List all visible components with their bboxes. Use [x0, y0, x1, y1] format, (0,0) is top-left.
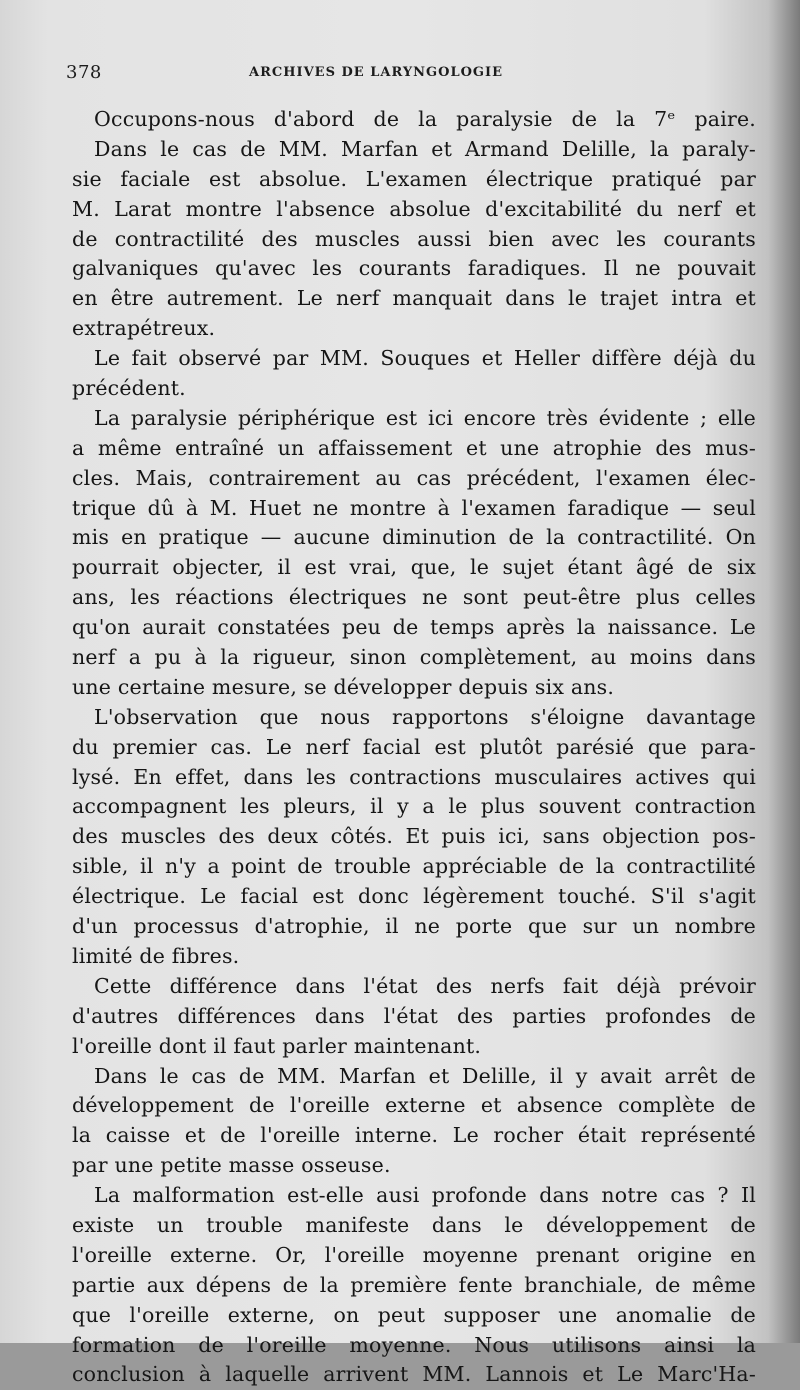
text-line: accompagnent les pleurs, il y a le plus souvent contraction — [72, 794, 756, 819]
text-line: que l'oreille externe, on peut supposer une anomalie de — [72, 1302, 756, 1327]
page-header — [66, 62, 746, 86]
text-line: trique dû à M. Huet ne montre à l'examen faradique — seul — [72, 495, 756, 520]
running-head: ARCHIVES DE LARYNGOLOGIE — [249, 65, 503, 80]
text-line: sie faciale est absolue. L'examen électrique pratiqué par — [72, 166, 756, 191]
text-line: cles. Mais, contrairement au cas précédent, l'examen élec- — [72, 465, 756, 490]
text-line: L'observation que nous rapportons s'éloigne davantage — [94, 704, 756, 729]
text-line: d'un processus d'atrophie, il ne porte que sur un nombre — [72, 914, 756, 939]
text-line: ans, les réactions électriques ne sont peut-être plus celles — [72, 585, 756, 610]
text-line: précédent. — [72, 376, 186, 401]
text-line: sible, il n'y a point de trouble appréciable de la contractilité — [72, 854, 756, 879]
text-line: du premier cas. Le nerf facial est plutôt parésié que para- — [72, 734, 756, 759]
text-line: Dans le cas de MM. Marfan et Delille, il y avait arrêt de — [94, 1063, 756, 1088]
text-line: pourrait objecter, il est vrai, que, le sujet étant âgé de six — [72, 555, 756, 580]
text-line: existe un trouble manifeste dans le développement de — [72, 1212, 756, 1237]
text-line: l'oreille externe. Or, l'oreille moyenne prenant origine en — [72, 1242, 756, 1267]
text-line: galvaniques qu'avec les courants faradiques. Il ne pouvait — [72, 256, 756, 281]
text-line: Dans le cas de MM. Marfan et Armand Delille, la paraly- — [94, 136, 756, 161]
text-line: de contractilité des muscles aussi bien avec les courants — [72, 226, 756, 251]
text-line: extrapétreux. — [72, 316, 216, 341]
text-line: mis en pratique — aucune diminution de la contractilité. On — [72, 525, 756, 550]
text-line: nerf a pu à la rigueur, sinon complètement, au moins dans — [72, 645, 756, 670]
text-line: en être autrement. Le nerf manquait dans le trajet intra et — [72, 286, 756, 311]
body-text — [72, 105, 756, 1390]
text-line: d'autres différences dans l'état des parties profondes de — [72, 1003, 756, 1028]
text-line: partie aux dépens de la première fente branchiale, de même — [72, 1272, 756, 1297]
page-number: 378 — [66, 62, 102, 83]
text-line: La paralysie périphérique est ici encore très évidente ; elle — [94, 405, 756, 430]
text-line: formation de l'oreille moyenne. Nous utilisons ainsi la — [72, 1332, 756, 1357]
text-line: limité de fibres. — [72, 943, 240, 968]
text-line: La malformation est-elle ausi profonde dans notre cas ? Il — [94, 1183, 756, 1208]
text-line: qu'on aurait constatées peu de temps après la naissance. Le — [72, 615, 756, 640]
text-line: lysé. En effet, dans les contractions musculaires actives qui — [72, 764, 756, 789]
text-line: Occupons-nous d'abord de la paralysie de la 7ᵉ paire. — [94, 107, 756, 131]
text-line: a même entraîné un affaissement et une atrophie des mus- — [72, 435, 756, 460]
text-line: l'oreille dont il faut parler maintenant. — [72, 1033, 482, 1058]
text-line: la caisse et de l'oreille interne. Le rocher était représenté — [72, 1123, 756, 1148]
text-line: une certaine mesure, se développer depuis six ans. — [72, 674, 615, 699]
text-line: conclusion à laquelle arrivent MM. Lannois et Le Marc'Ha- — [72, 1362, 756, 1387]
text-line: M. Larat montre l'absence absolue d'excitabilité du nerf et — [72, 196, 756, 221]
text-line: Cette différence dans l'état des nerfs fait déjà prévoir — [94, 973, 756, 998]
text-line: développement de l'oreille externe et absence complète de — [72, 1093, 756, 1118]
text-line: Le fait observé par MM. Souques et Heller diffère déjà du — [94, 346, 756, 371]
text-line: électrique. Le facial est donc légèrement touché. S'il s'agit — [72, 884, 756, 909]
text-line: par une petite masse osseuse. — [72, 1153, 391, 1178]
text-line: des muscles des deux côtés. Et puis ici, sans objection pos- — [72, 824, 756, 849]
